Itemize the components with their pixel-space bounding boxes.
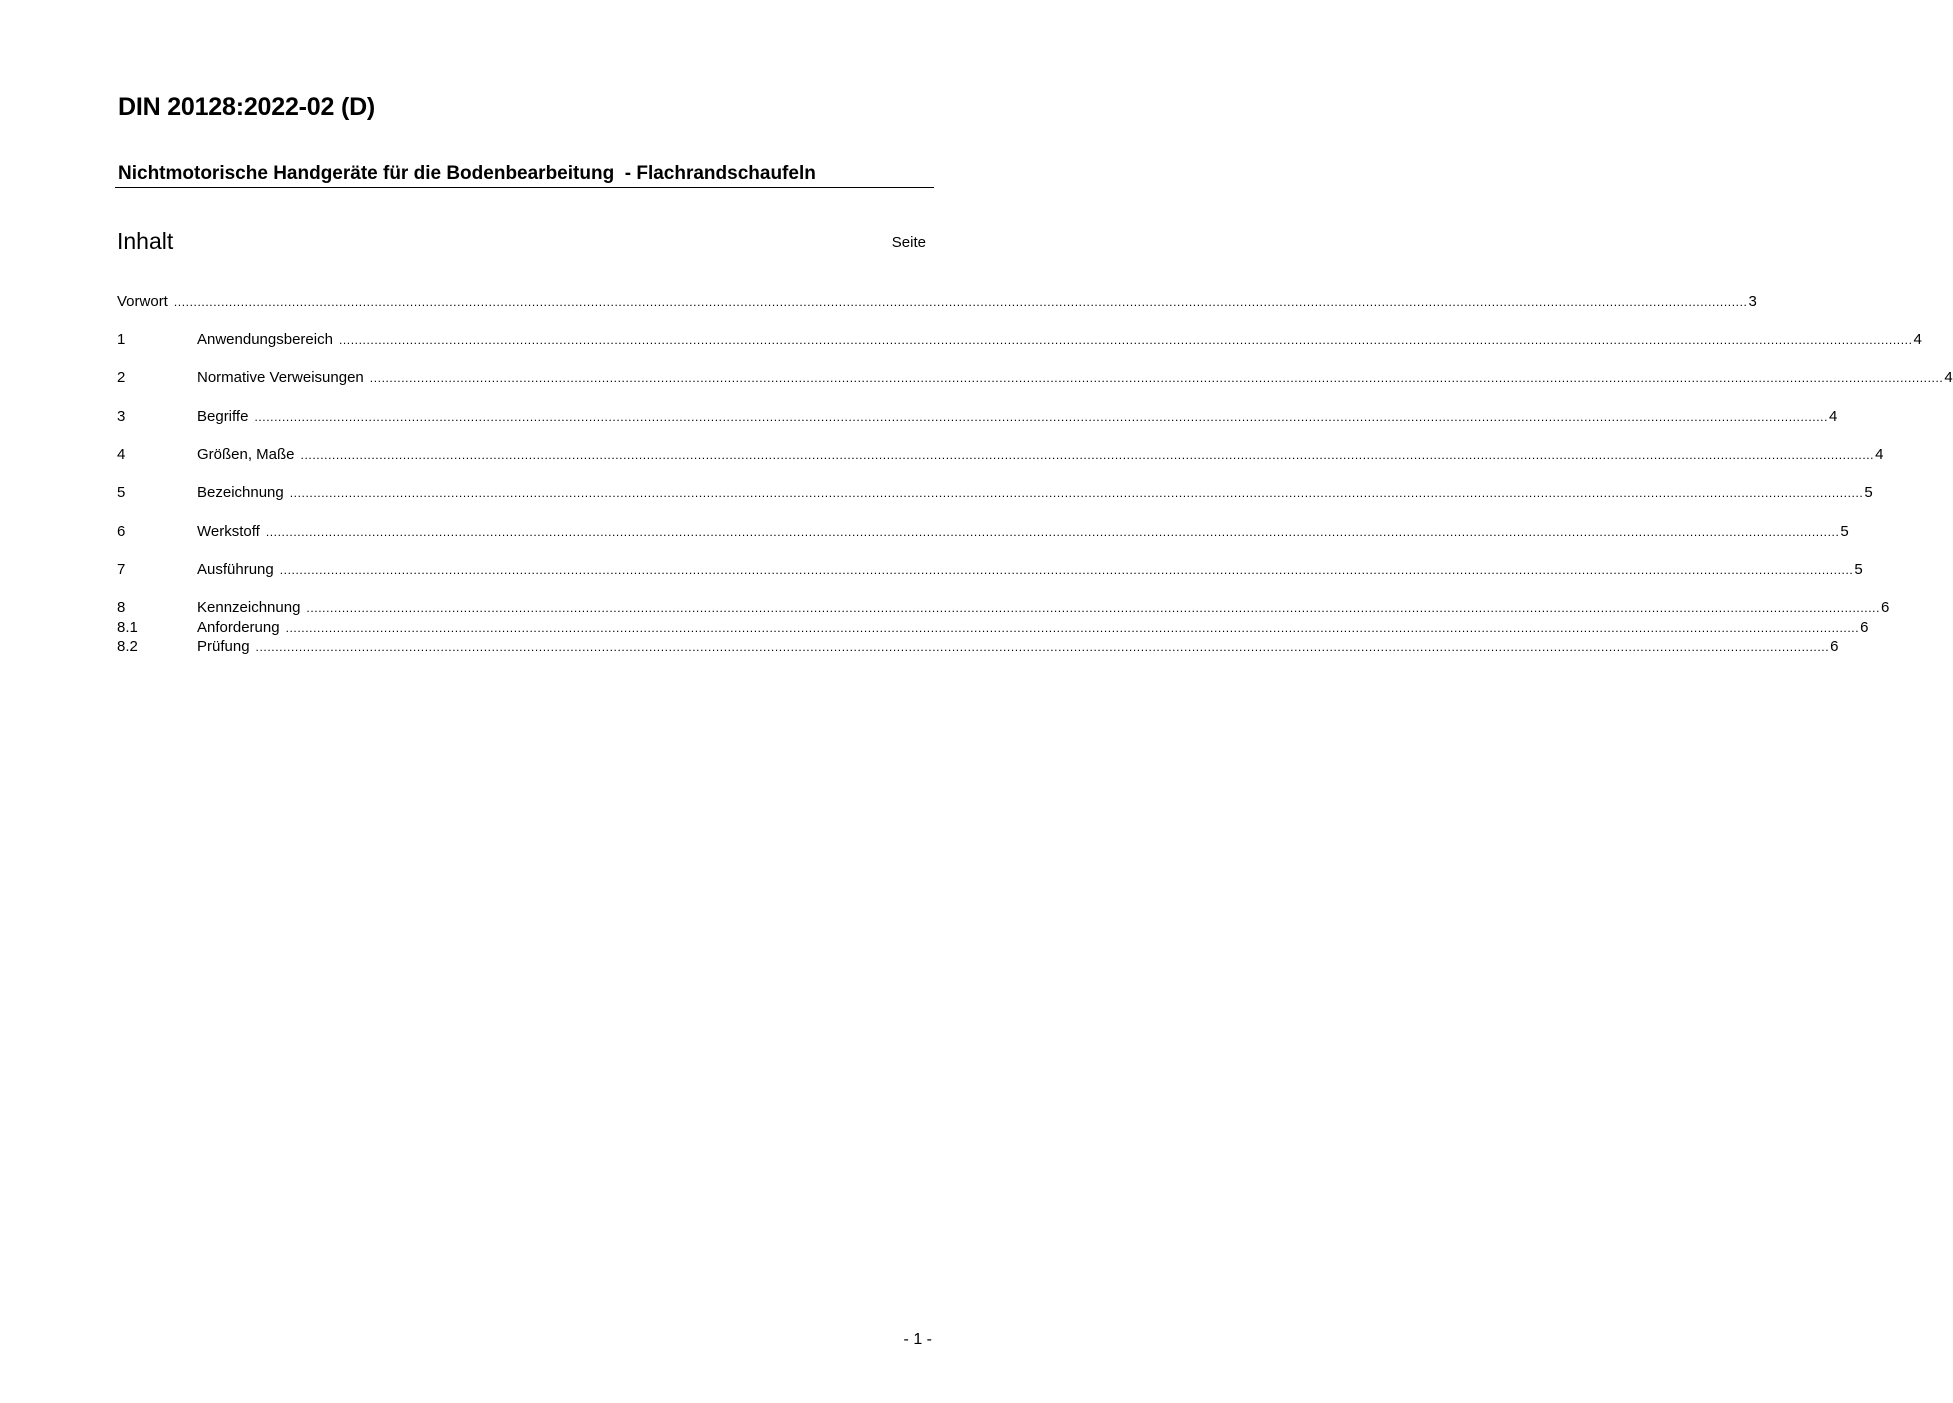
toc-entry-number: 8.1 [117,619,138,636]
page-number: - 1 - [903,1331,932,1348]
toc-entry-title: Werkstoff [197,523,260,540]
toc-entry-page: 6 [1881,599,1890,616]
toc-entry-2[interactable] [117,368,1953,388]
toc-page-column-label: Seite [891,234,926,251]
toc-entry-title: Ausführung [197,561,274,578]
toc-entry-page: 6 [1860,619,1869,636]
toc-entry-title: Begriffe [197,408,249,425]
toc-entry-number: 2 [117,369,126,386]
toc-entry-number: 6 [117,523,126,540]
toc-entry-page: 6 [1830,638,1839,655]
document-title: Nichtmotorische Handgeräte für die Bodenbearbeitung - Flachrandschaufeln [118,163,816,184]
toc-entry-title: Anforderung [197,619,280,636]
toc-entry-1[interactable] [117,330,1922,350]
toc-dot-leader: ................................................................................................................................................................................................................................................................................................................................................................................................................ [306,601,1881,615]
toc-entry-vorwort[interactable] [117,292,1757,312]
toc-entry-page: 5 [1840,523,1849,540]
toc-entry-8-2[interactable] [117,637,1839,657]
toc-dot-leader: ................................................................................................................................................................................................................................................................................................................................................................................................................ [300,448,1875,462]
toc-entry-title: Anwendungsbereich [197,331,333,348]
toc-entry-7[interactable] [117,560,1863,580]
toc-dot-leader: ................................................................................................................................................................................................................................................................................................................................................................................................................ [254,410,1829,424]
toc-heading: Inhalt [117,228,174,254]
toc-entry-title: Vorwort [117,293,168,310]
toc-entry-number: 4 [117,446,126,463]
toc-dot-leader: ................................................................................................................................................................................................................................................................................................................................................................................................................ [289,486,1864,500]
toc-entry-4[interactable] [117,445,1884,465]
toc-dot-leader: ................................................................................................................................................................................................................................................................................................................................................................................................................ [285,621,1860,635]
toc-entry-number: 8 [117,599,126,616]
toc-entry-5[interactable] [117,483,1873,503]
toc-dot-leader: ................................................................................................................................................................................................................................................................................................................................................................................................................ [173,295,1748,309]
toc-entry-8[interactable] [117,598,1890,618]
toc-entry-page: 3 [1748,293,1757,310]
document-identifier: DIN 20128:2022-02 (D) [118,93,376,121]
toc-entry-number: 5 [117,484,126,501]
toc-entry-page: 4 [1875,446,1884,463]
toc-entry-title: Prüfung [197,638,250,655]
toc-dot-leader: ................................................................................................................................................................................................................................................................................................................................................................................................................ [369,371,1944,385]
toc-entry-number: 3 [117,408,126,425]
toc-entry-8-1[interactable] [117,618,1869,638]
toc-dot-leader: ................................................................................................................................................................................................................................................................................................................................................................................................................ [265,525,1840,539]
toc-entry-number: 1 [117,331,126,348]
toc-entry-page: 5 [1864,484,1873,501]
toc-dot-leader: ................................................................................................................................................................................................................................................................................................................................................................................................................ [338,333,1913,347]
toc-entry-title: Größen, Maße [197,446,295,463]
toc-entry-page: 4 [1913,331,1922,348]
toc-entry-title: Normative Verweisungen [197,369,364,386]
toc-entry-page: 5 [1854,561,1863,578]
toc-entry-title: Bezeichnung [197,484,284,501]
title-underline [115,187,934,188]
toc-entry-number: 8.2 [117,638,138,655]
toc-entry-3[interactable] [117,407,1838,427]
toc-entry-page: 4 [1944,369,1953,386]
toc-dot-leader: ................................................................................................................................................................................................................................................................................................................................................................................................................ [279,563,1854,577]
toc-dot-leader: ................................................................................................................................................................................................................................................................................................................................................................................................................ [255,640,1830,654]
toc-entry-title: Kennzeichnung [197,599,301,616]
toc-entry-page: 4 [1829,408,1838,425]
toc-entry-6[interactable] [117,522,1849,542]
toc-entry-number: 7 [117,561,126,578]
